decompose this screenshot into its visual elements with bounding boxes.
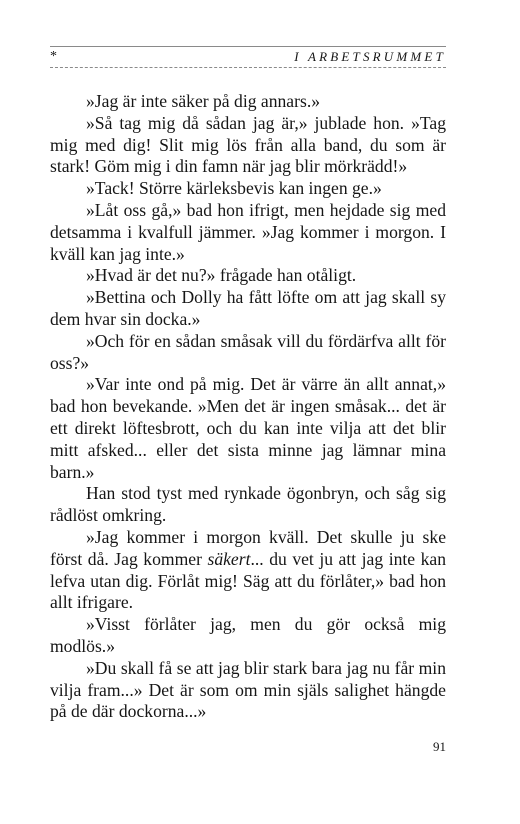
paragraph: »Jag är inte säker på dig annars.» bbox=[86, 91, 321, 111]
body-text bbox=[50, 91, 446, 723]
paragraph: »Låt oss gå,» bad hon ifrigt, men hejdade sig med detsamma i kvalfull jämmer. »Jag kommer i morgon. I kväll kan jag inte.» bbox=[50, 199, 446, 264]
paragraph: »Visst förlåter jag, men du gör också mig modlös.» bbox=[50, 614, 446, 656]
paragraph: »Bettina och Dolly ha fått löfte om att jag skall sy dem hvar sin docka.» bbox=[50, 287, 446, 329]
paragraph: »Så tag mig då sådan jag är,» jublade hon. »Tag mig med dig! Slit mig lös från alla band, du som är stark! Göm mig i din famn när jag blir mörkrädd!» bbox=[50, 112, 446, 177]
running-head: I ARBETSRUMMET bbox=[294, 49, 446, 64]
paragraph bbox=[50, 527, 446, 614]
italic-word: säkert bbox=[207, 548, 251, 569]
paragraph: »Hvad är det nu?» frågade han otåligt. bbox=[86, 265, 357, 286]
paragraph: »Och för en sådan småsak vill du fördärfva allt för oss?» bbox=[50, 330, 446, 373]
header-top-rule bbox=[50, 46, 446, 47]
paragraph: »Var inte ond på mig. Det är värre än allt annat,» bad hon bevekande. »Men det är ingen småsak... det är ett direkt löftesbrott, och du kan inte vilja att det blir mitt afsked... eller det sista minne jag lämnar mina barn.» bbox=[50, 374, 446, 482]
paragraph-segment: »Jag kommer i morgon kväll. Det skulle ju ske först då. Jag kommer bbox=[50, 526, 446, 569]
header-ornament: * bbox=[50, 49, 57, 64]
paragraph-segment: ... du vet ju att jag inte kan lefva utan dig. Förlåt mig! Säg att du förlåter,» bad hon allt ifrigare. bbox=[50, 548, 447, 613]
paragraph: »Du skall få se att jag blir stark bara jag nu får min vilja fram...» Det är som om min själs salighet hängde på de där dockorna...» bbox=[50, 657, 446, 722]
paragraph: »Tack! Större kärleksbevis kan ingen ge.» bbox=[86, 178, 382, 199]
page-header bbox=[50, 48, 446, 66]
page-number: 91 bbox=[433, 739, 446, 754]
paragraph: Han stod tyst med rynkade ögonbryn, och såg sig rådlöst omkring. bbox=[50, 483, 446, 526]
header-bottom-rule bbox=[50, 67, 446, 68]
